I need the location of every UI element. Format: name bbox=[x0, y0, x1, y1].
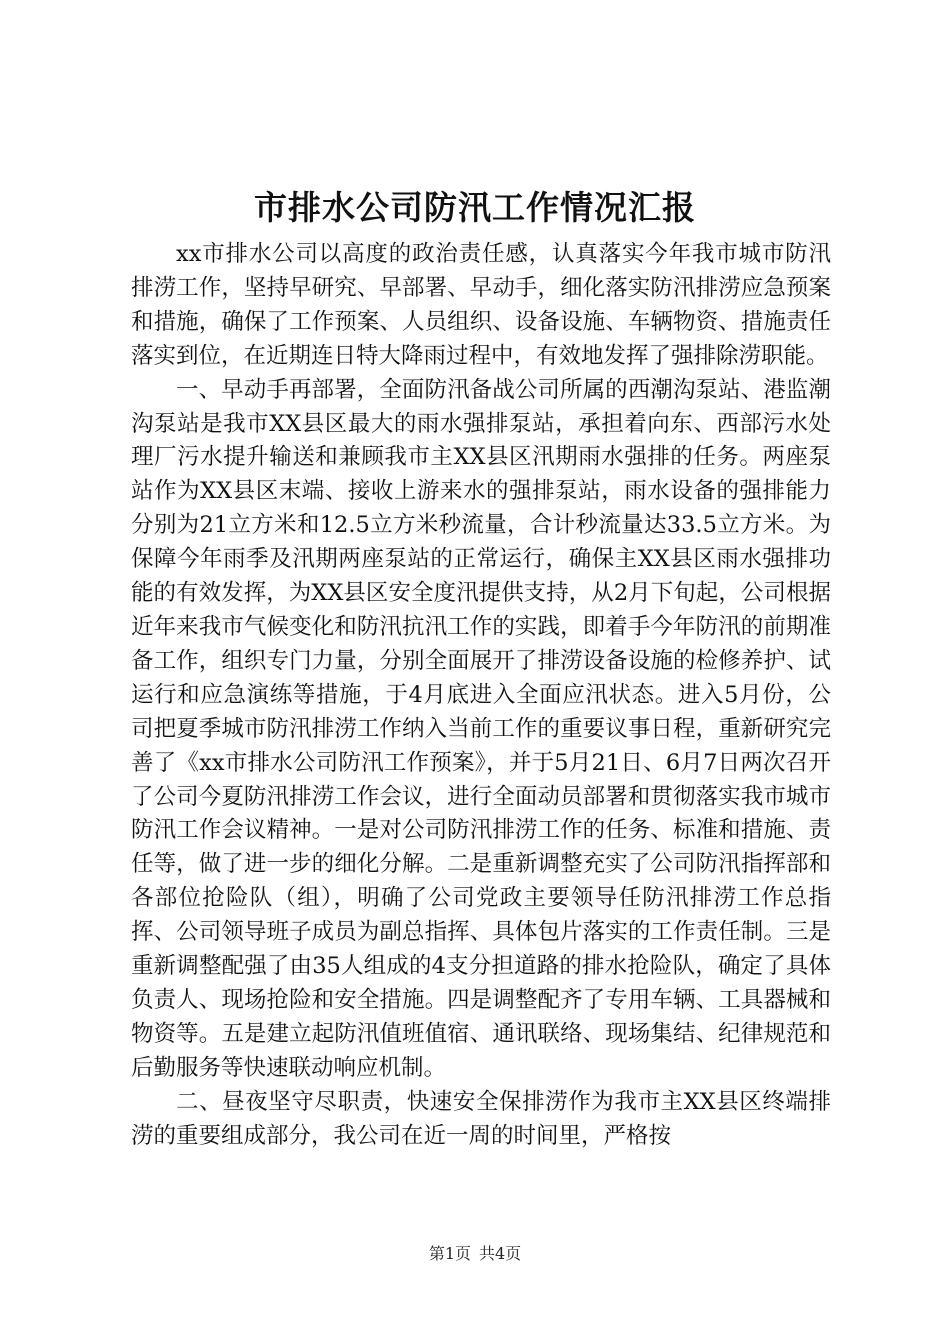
page-footer bbox=[0, 1244, 950, 1264]
document-body bbox=[131, 238, 831, 1153]
page-total: 共4页 bbox=[479, 1244, 522, 1263]
page-number: 第1页 bbox=[428, 1244, 471, 1263]
paragraph-section-one: 一、早动手再部署，全面防汛备战公司所属的西潮沟泵站、港监潮沟泵站是我市XX县区最大的雨水强排泵站，承担着向东、西部污水处理厂污水提升输送和兼顾我市主XX县区汛期雨水强排的任务。两座泵站作为XX县区末端、接收上游来水的强排泵站，雨水设备的强排能力分别为21立方米和12.5立方米秒流量，合计秒流量达33.5立方米。为保障今年雨季及汛期两座泵站的正常运行，确保主XX县区雨水强排功能的有效发挥，为XX县区安全度汛提供支持，从2月下旬起，公司根据近年来我市气候变化和防汛抗汛工作的实践，即着手今年防汛的前期准备工作，组织专门力量，分别全面展开了排涝设备设施的检修养护、试运行和应急演练等措施，于4月底进入全面应汛状态。进入5月份，公司把夏季城市防汛排涝工作纳入当前工作的重要议事日程，重新研究完善了《xx市排水公司防汛工作预案》，并于5月21日、6月7日两次召开了公司今夏防汛排涝工作会议，进行全面动员部署和贯彻落实我市城市防汛工作会议精神。一是对公司防汛排涝工作的任务、标准和措施、责任等，做了进一步的细化分解。二是重新调整充实了公司防汛指挥部和各部位抢险队（组），明确了公司党政主要领导任防汛排涝工作总指挥、公司领导班子成员为副总指挥、具体包片落实的工作责任制。三是重新调整配强了由35人组成的4支分担道路的排水抢险队，确定了具体负责人、现场抢险和安全措施。四是调整配齐了专用车辆、工具器械和物资等。五是建立起防汛值班值宿、通讯联络、现场集结、纪律规范和后勤服务等快速联动响应机制。 bbox=[131, 376, 831, 1081]
document-title: 市排水公司防汛工作情况汇报 bbox=[254, 188, 696, 227]
paragraph-section-two: 二、昼夜坚守尽职责，快速安全保排涝作为我市主XX县区终端排涝的重要组成部分，我公司在近一周的时间里，严格按 bbox=[131, 1088, 831, 1149]
paragraph-intro: xx市排水公司以高度的政治责任感，认真落实今年我市城市防汛排涝工作，坚持早研究、早部署、早动手，细化落实防汛排涝应急预案和措施，确保了工作预案、人员组织、设备设施、车辆物资、措施责任落实到位，在近期连日特大降雨过程中，有效地发挥了强排除涝职能。 bbox=[131, 241, 831, 369]
